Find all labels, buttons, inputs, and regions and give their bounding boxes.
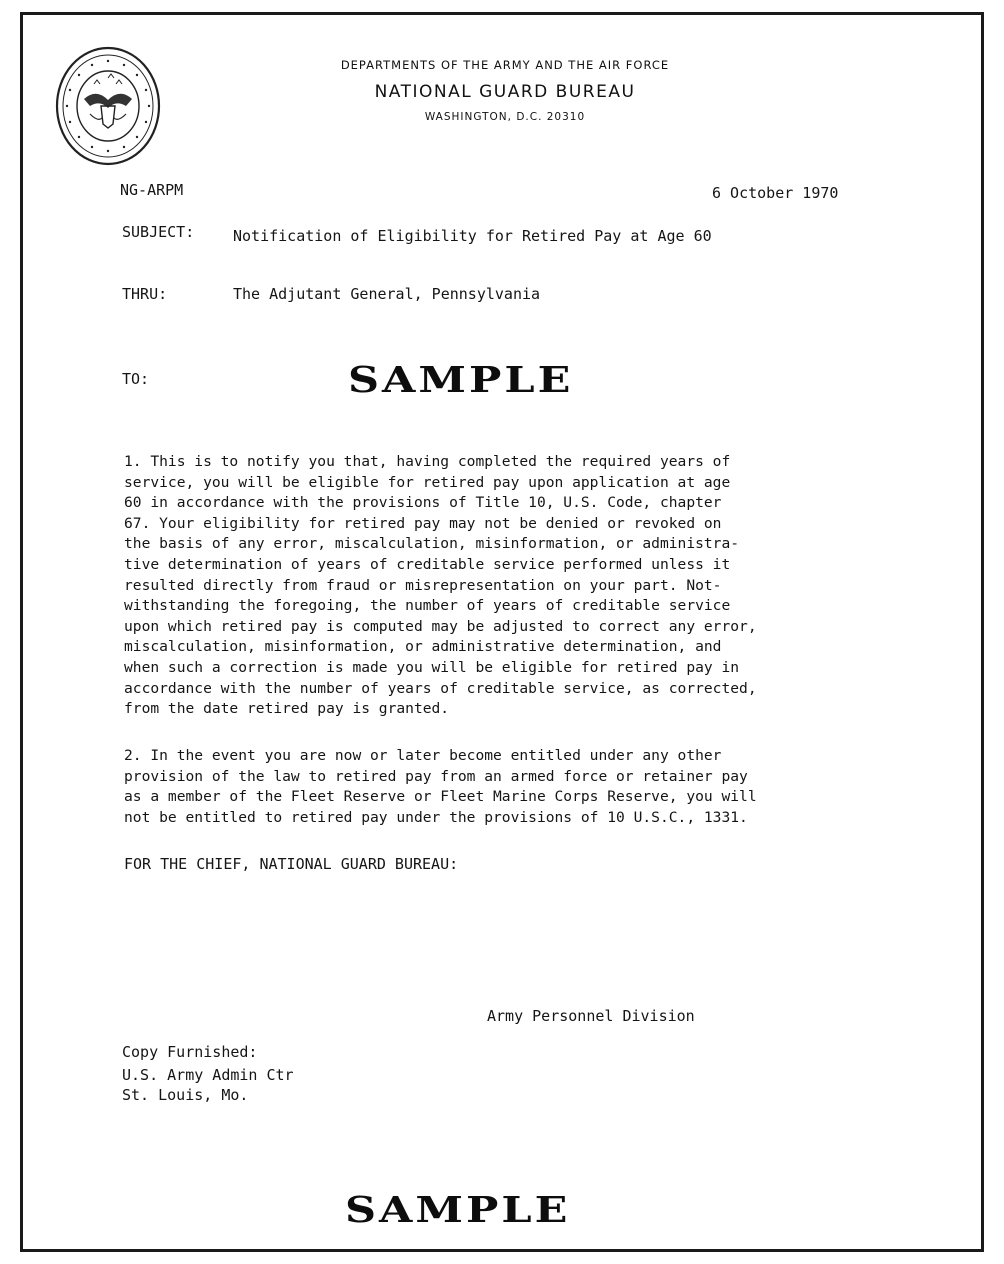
department-of-defense-seal-icon: [54, 44, 162, 168]
reference-code: NG-ARPM: [120, 181, 184, 199]
division-name: Army Personnel Division: [487, 1007, 695, 1025]
to-label: TO:: [122, 370, 150, 388]
paragraph-1: 1. This is to notify you that, having completed the required years of service, you will be eligible for retired pay upon application at age 60 in accordance with the provisions of Title 10, U.S. Code, chapter 67. Your eligibility for retired pay may not be denied or revoked on the basis of any error, miscalculation, misinformation, or administra- tive determination of years of creditable service performed unless it resulted directly from fraud or misrepresentation on your part. Not- withstanding the foregoing, the number of years of creditable service upon which retired pay is computed may be adjusted to correct any error, miscalculation, misinformation, or administrative determination, and when such a correction is made you will be eligible for retired pay in accordance with the number of years of creditable service, as corrected, from the date retired pay is granted.: [124, 453, 757, 718]
thru-label: THRU:: [122, 285, 168, 303]
paragraph-2: 2. In the event you are now or later become entitled under any other provision of the law to retired pay from an armed force or retainer pay as a member of the Fleet Reserve or Fleet Marine Corps Reserve, you will not be entitled to retired pay under the provisions of 10 U.S.C., 1331.: [124, 747, 757, 826]
sample-stamp-top: SAMPLE: [348, 360, 574, 401]
letterhead-address: WASHINGTON, D.C. 20310: [424, 111, 586, 123]
subject-text: Notification of Eligibility for Retired Pay at Age 60: [233, 227, 712, 245]
copy-furnished-line-1: U.S. Army Admin Ctr: [122, 1066, 294, 1084]
copy-furnished-line-2: St. Louis, Mo.: [122, 1086, 249, 1104]
sample-stamp-bottom: SAMPLE: [345, 1190, 571, 1231]
thru-text: The Adjutant General, Pennsylvania: [233, 285, 541, 303]
subject-label: SUBJECT:: [122, 223, 195, 241]
letter-date: 6 October 1970: [712, 184, 839, 202]
copy-furnished-label: Copy Furnished:: [122, 1043, 258, 1061]
signature-block: FOR THE CHIEF, NATIONAL GUARD BUREAU:: [124, 855, 459, 873]
letterhead-bureau: NATIONAL GUARD BUREAU: [374, 82, 636, 102]
letterhead-departments: DEPARTMENTS OF THE ARMY AND THE AIR FORCE: [340, 58, 670, 72]
